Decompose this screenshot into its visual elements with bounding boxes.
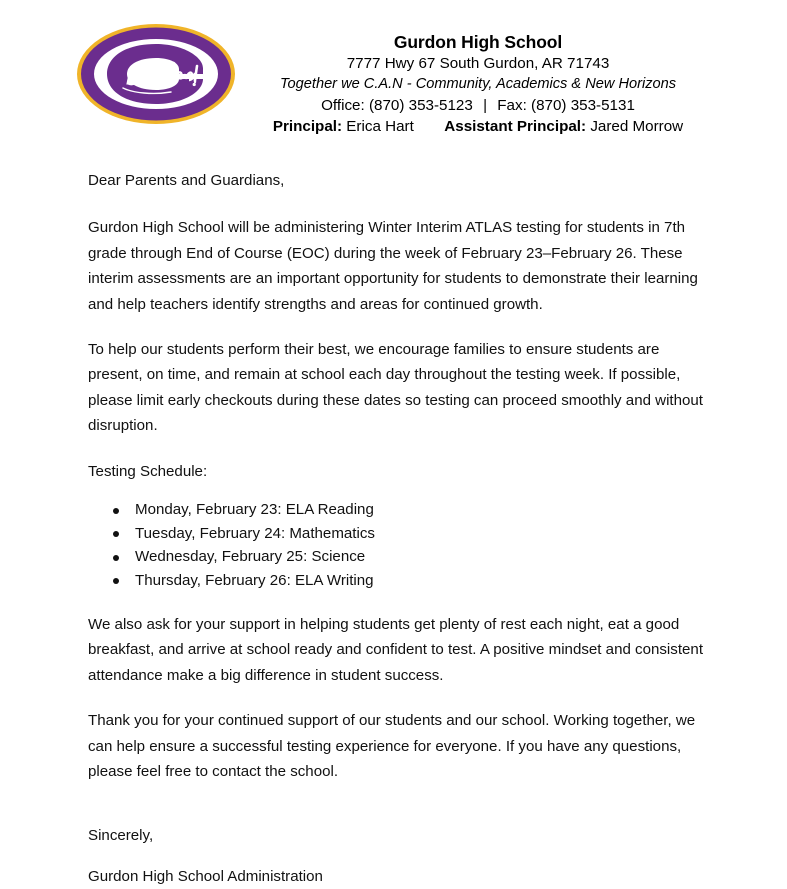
testing-schedule-heading: Testing Schedule:: [88, 459, 712, 484]
signature: Gurdon High School Administration: [88, 864, 712, 889]
list-item: [88, 498, 712, 522]
schedule-item-label: Wednesday, February 25: Science: [135, 548, 365, 565]
contact-separator: |: [477, 95, 493, 116]
school-address: 7777 Hwy 67 South Gurdon, AR 71743: [237, 53, 719, 74]
schedule-item-label: Monday, February 23: ELA Reading: [135, 501, 374, 518]
school-tagline: Together we C.A.N - Community, Academics & New Horizons: [237, 74, 719, 95]
school-name: Gurdon High School: [237, 31, 719, 53]
signature-block: [88, 823, 712, 889]
testing-schedule-list: [88, 498, 712, 592]
assistant-principal-name: Jared Morrow: [590, 118, 683, 135]
paragraph-student-readiness: We also ask for your support in helping students get plenty of rest each night, eat a good breakfast, and arrive at school ready and confident to test. A positive mindset and consistent attendance make a big difference in student success.: [88, 612, 712, 688]
schedule-item-label: Tuesday, February 24: Mathematics: [135, 525, 375, 542]
list-item: [88, 522, 712, 546]
letter-body: [88, 168, 712, 889]
contact-line: [237, 95, 719, 116]
bullet-icon: [113, 555, 119, 561]
be-great-oval-logo-icon: [75, 22, 237, 126]
paragraph-attendance: To help our students perform their best, we encourage families to ensure students are present, on time, and remain at school each day throughout the testing week. If possible, please limit early checkouts during these dates so testing can proceed smoothly and without disruption.: [88, 337, 712, 439]
bullet-icon: [113, 508, 119, 514]
letterhead: [0, 0, 787, 146]
assistant-principal-label: Assistant Principal:: [444, 118, 586, 135]
bullet-icon: [113, 578, 119, 584]
fax-label: Fax:: [497, 97, 527, 114]
paragraph-thank-you: Thank you for your continued support of our students and our school. Working together, we can help ensure a successful testing experience for everyone. If you have any questions, please feel free to contact the school.: [88, 708, 712, 784]
bullet-icon: [113, 531, 119, 537]
office-phone: (870) 353-5123: [369, 97, 473, 114]
school-logo: [75, 22, 237, 126]
schedule-item-label: Thursday, February 26: ELA Writing: [135, 572, 374, 589]
fax-phone: (870) 353-5131: [531, 97, 635, 114]
salutation: Dear Parents and Guardians,: [88, 168, 712, 193]
paragraph-testing-window: Gurdon High School will be administering Winter Interim ATLAS testing for students in 7th grade through End of Course (EOC) during the week of February 23–February 26. These interim assessments are an important opportunity for students to demonstrate their learning and help teachers identify strengths and areas for continued growth.: [88, 215, 712, 317]
principal-name: Erica Hart: [346, 118, 414, 135]
list-item: [88, 569, 712, 593]
principal-label: Principal:: [273, 118, 342, 135]
office-label: Office:: [321, 97, 365, 114]
closing: Sincerely,: [88, 823, 712, 848]
letterhead-text: [237, 31, 719, 137]
list-item: [88, 545, 712, 569]
administration-line: [237, 116, 719, 137]
